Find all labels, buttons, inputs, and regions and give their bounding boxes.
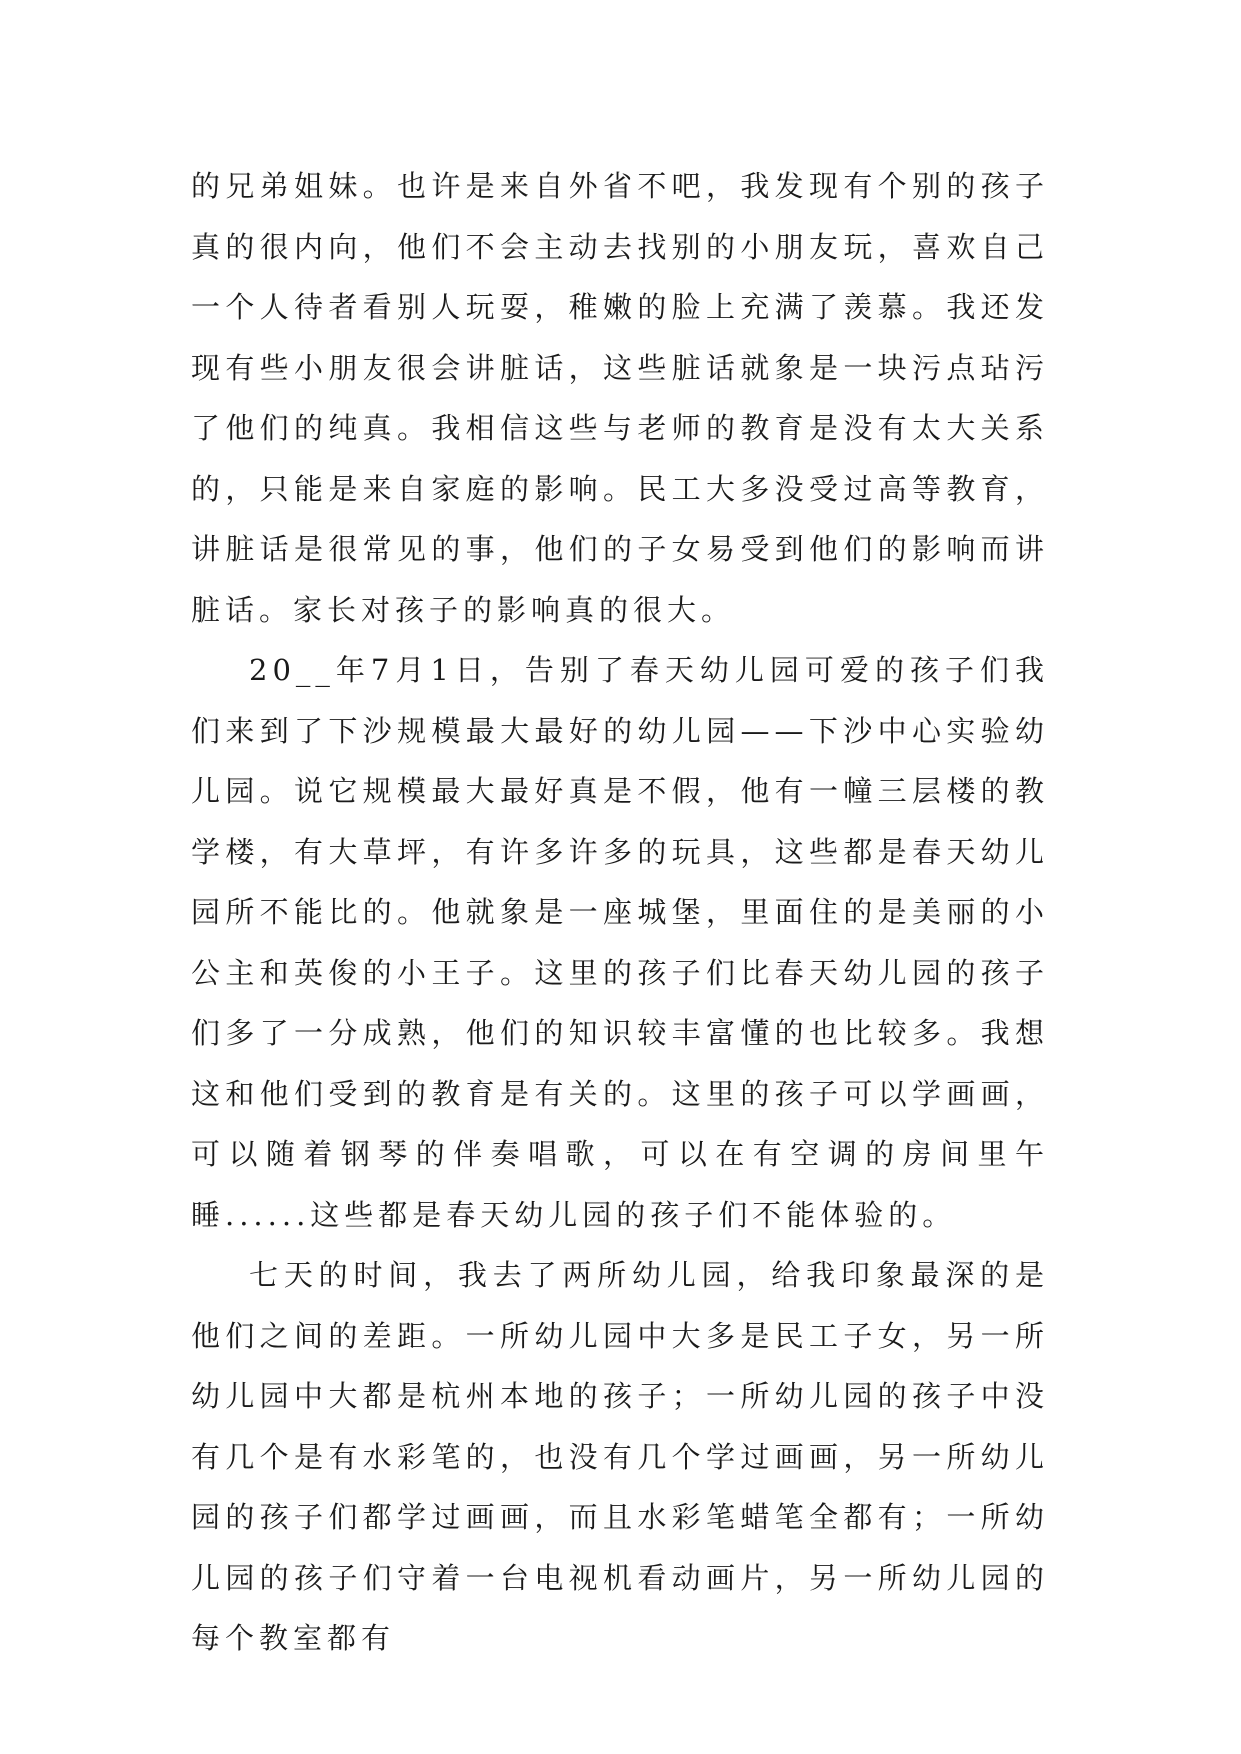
paragraph-3: 七天的时间，我去了两所幼儿园，给我印象最深的是他们之间的差距。一所幼儿园中大多是民工子女，另一所幼儿园中大都是杭州本地的孩子；一所幼儿园的孩子中没有几个是有水彩笔的，也没有几个学过画画，另一所幼儿园的孩子们都学过画画，而且水彩笔蜡笔全都有；一所幼儿园的孩子们守着一台电视机看动画片，另一所幼儿园的每个教室都有 [191,1258,1049,1655]
paragraph-1: 的兄弟姐妹。也许是来自外省不吧，我发现有个别的孩子真的很内向，他们不会主动去找别的小朋友玩，喜欢自己一个人待者看别人玩耍，稚嫩的脸上充满了羡慕。我还发现有些小朋友很会讲脏话，这些脏话就象是一块污点玷污了他们的纯真。我相信这些与老师的教育是没有太大关系的，只能是来自家庭的影响。民工大多没受过高等教育，讲脏话是很常见的事，他们的子女易受到他们的影响而讲脏话。家长对孩子的影响真的很大。 [191,169,1049,627]
document-page [191,156,1049,1669]
paragraph-2: 20__年7月1日，告别了春天幼儿园可爱的孩子们我们来到了下沙规模最大最好的幼儿园——下沙中心实验幼儿园。说它规模最大最好真是不假，他有一幢三层楼的教学楼，有大草坪，有许多许多的玩具，这些都是春天幼儿园所不能比的。他就象是一座城堡，里面住的是美丽的小公主和英俊的小王子。这里的孩子们比春天幼儿园的孩子们多了一分成熟，他们的知识较丰富懂的也比较多。我想这和他们受到的教育是有关的。这里的孩子可以学画画，可以随着钢琴的伴奏唱歌，可以在有空调的房间里午睡......这些都是春天幼儿园的孩子们不能体验的。 [191,653,1049,1232]
